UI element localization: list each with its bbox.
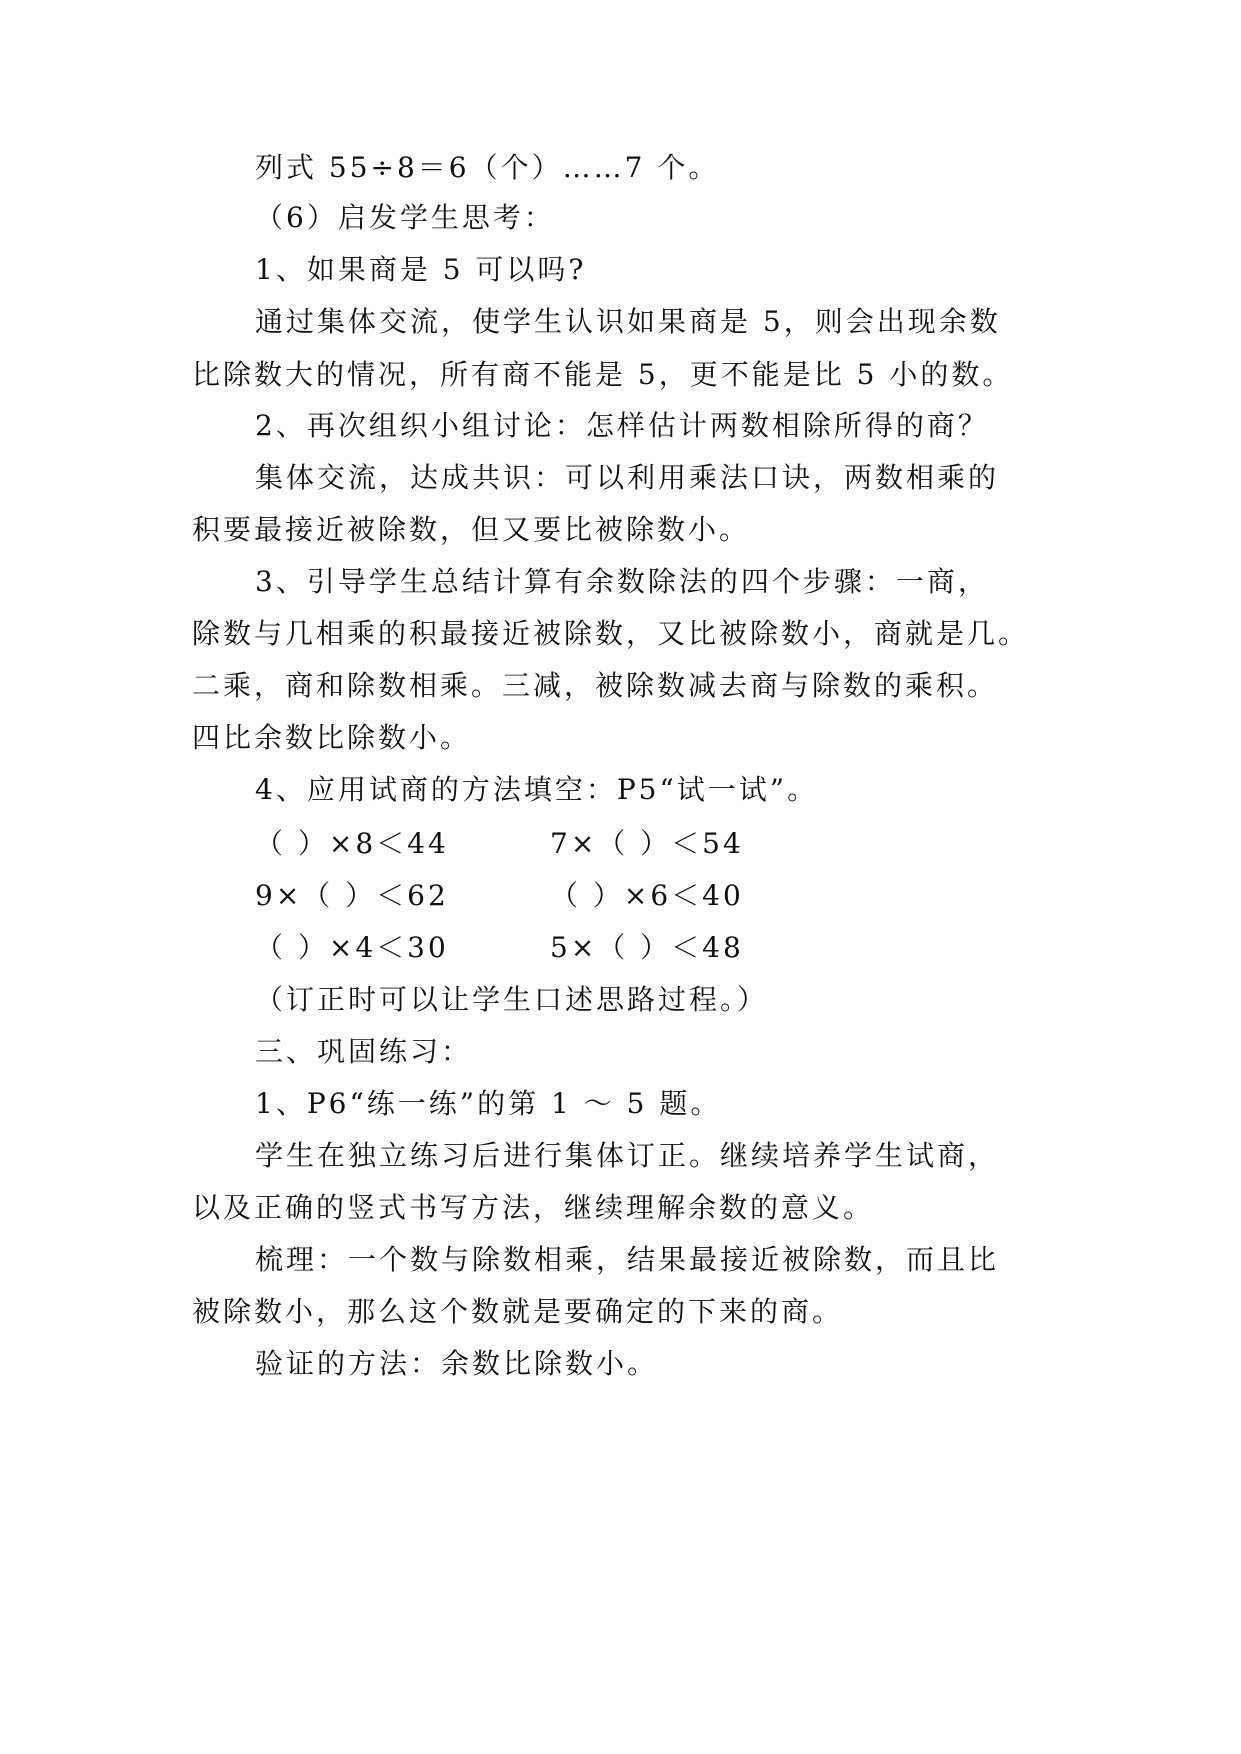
paragraph-line: 二乘，商和除数相乘。三减，被除数减去商与除数的乘积。 [192,669,999,702]
exercise-item: 9×（ ）＜62 [255,879,449,912]
paragraph-line: 四比余数比除数小。 [192,721,472,754]
exercise-item: 5×（ ）＜48 [550,931,744,964]
paragraph-line: 梳理：一个数与除数相乘，结果最接近被除数，而且比 [255,1243,1000,1276]
paragraph-line: 比除数大的情况，所有商不能是 5，更不能是比 5 小的数。 [192,358,1014,391]
paragraph-line: 2、再次组织小组讨论：怎样估计两数相除所得的商？ [255,409,989,442]
paragraph-line: （6）启发学生思考： [255,201,555,234]
paragraph-line: 积要最接近被除数，但又要比被除数小。 [192,513,751,546]
paragraph-line: 验证的方法：余数比除数小。 [255,1347,659,1380]
paragraph-line: 集体交流，达成共识：可以利用乘法口诀，两数相乘的 [255,461,1000,494]
paragraph-line: 除数与几相乘的积最接近被除数，又比被除数小，商就是几。 [192,617,1030,650]
paragraph-line: 学生在独立练习后进行集体订正。继续培养学生试商， [255,1139,1000,1172]
paragraph-line: 列式 55÷8＝6（个）……7 个。 [255,151,720,184]
paragraph-line: 3、引导学生总结计算有余数除法的四个步骤：一商， [255,565,989,598]
section-heading: 三、巩固练习： [255,1035,473,1068]
paragraph-line: 通过集体交流，使学生认识如果商是 5，则会出现余数 [255,305,1001,338]
exercise-item: （ ）×4＜30 [255,931,449,964]
paragraph-line: 被除数小，那么这个数就是要确定的下来的商。 [192,1295,844,1328]
paragraph-line: 1、如果商是 5 可以吗? [255,253,587,286]
exercise-item: 7×（ ）＜54 [550,827,744,860]
paragraph-line: （订正时可以让学生口述思路过程。） [255,983,769,1016]
exercise-item: （ ）×8＜44 [255,827,449,860]
paragraph-line: 1、P6“练一练”的第 1 ～ 5 题。 [255,1087,722,1120]
paragraph-line: 以及正确的竖式书写方法，继续理解余数的意义。 [192,1191,875,1224]
paragraph-line: 4、应用试商的方法填空：P5“试一试”。 [255,773,819,806]
exercise-item: （ ）×6＜40 [550,879,744,912]
